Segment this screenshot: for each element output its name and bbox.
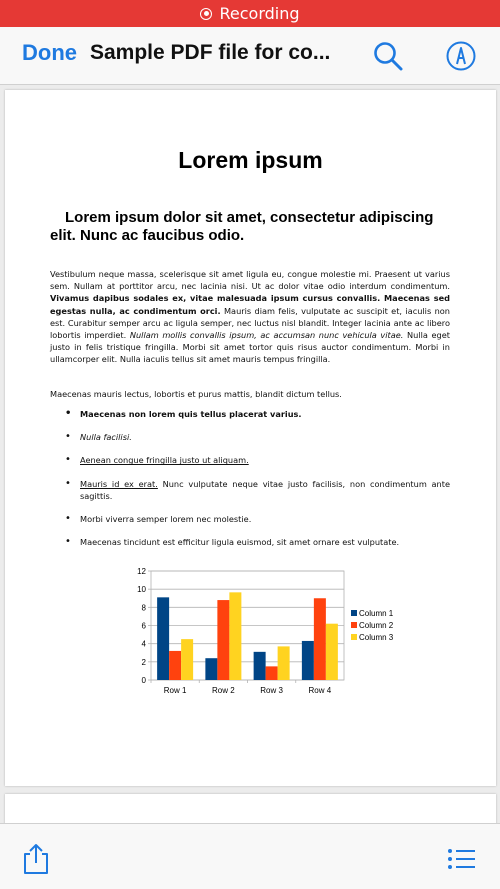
bar <box>157 597 169 680</box>
x-tick-label: Row 2 <box>212 686 235 695</box>
y-tick-label: 4 <box>141 639 146 649</box>
list-icon[interactable] <box>445 842 477 876</box>
list-item <box>50 478 450 502</box>
legend-entry: Column 1 <box>359 609 394 618</box>
bar <box>314 598 326 680</box>
legend-swatch <box>351 634 357 640</box>
paragraph-1 <box>50 268 450 366</box>
navigation-bar <box>0 27 500 85</box>
y-tick-label: 0 <box>141 676 146 685</box>
document-heading: Lorem ipsum <box>178 147 323 173</box>
list-item: • Maecenas tincidunt est efficitur ligula euismod, sit amet ornare est vulputate. <box>50 536 450 548</box>
share-icon[interactable] <box>20 842 52 876</box>
pdf-page[interactable] <box>5 90 496 786</box>
y-tick-label: 6 <box>141 621 146 631</box>
link-text[interactable]: Mauris id ex erat. <box>80 478 158 489</box>
document-title: Sample PDF file for co... <box>90 41 331 64</box>
y-tick-label: 10 <box>137 585 146 595</box>
paragraph-2: Maecenas mauris lectus, lobortis et purus mattis, blandit dictum tellus. <box>50 389 342 399</box>
search-icon[interactable] <box>372 40 404 72</box>
bar <box>229 592 241 680</box>
legend-entry: Column 3 <box>359 633 394 642</box>
legend-swatch <box>351 622 357 628</box>
bar <box>302 641 314 680</box>
bullet-list <box>50 408 450 559</box>
y-tick-label: 8 <box>141 603 146 613</box>
bar-chart <box>125 565 415 705</box>
done-button[interactable]: Done <box>22 40 77 65</box>
paragraph-bold-text: Vivamus dapibus sodales ex, vitae malesuada ipsum cursus convallis. Maecenas sed egestas nulla, ac condimentum orci. <box>50 293 450 316</box>
list-item-text: Nunc vulputate neque vitae justo facilisis, non condimentum ante sagittis. <box>80 478 450 501</box>
bar <box>181 639 193 680</box>
link-text[interactable]: Aenean congue fringilla justo ut aliquam. <box>80 455 249 466</box>
bar <box>278 646 290 680</box>
document-subheading: Lorem ipsum dolor sit amet, consectetur adipiscing elit. Nunc ac faucibus odio. <box>50 209 434 244</box>
y-tick-label: 2 <box>141 657 146 667</box>
bar <box>205 658 217 680</box>
legend-entry: Column 2 <box>359 621 394 630</box>
list-item: • Maecenas non lorem quis tellus placerat varius. <box>50 408 450 420</box>
list-item <box>50 454 450 466</box>
x-tick-label: Row 3 <box>260 686 283 695</box>
recording-indicator[interactable] <box>0 0 500 27</box>
bar <box>326 624 338 680</box>
markup-icon[interactable] <box>445 40 477 72</box>
paragraph-text: Nulla eget justo in felis tristique fringilla. Morbi sit amet tortor quis risus auctor condimentum. Morbi in ullamcorper elit. Nulla iaculis tellus sit amet mauris tempus fringilla. <box>50 330 450 365</box>
bar <box>254 652 266 680</box>
paragraph-italic-text: Nullam mollis convallis ipsum, ac accumsan nunc vehicula vitae. <box>129 330 404 341</box>
legend-swatch <box>351 610 357 616</box>
paragraph-text: Mauris diam felis, vulputate ac suscipit et, iaculis non est. Curabitur semper arcu ac ligula semper, nec luctus nisl blandit. Integer lacinia ante ac libero lobortis imperdiet. <box>50 305 450 341</box>
bar <box>169 651 181 680</box>
y-tick-label: 12 <box>137 567 146 576</box>
bottom-toolbar <box>0 823 500 889</box>
bar <box>266 666 278 680</box>
list-item: • Morbi viverra semper lorem nec molestie. <box>50 513 450 525</box>
list-item: • Nulla facilisi. <box>50 431 450 443</box>
bar <box>217 600 229 680</box>
paragraph-text: Vestibulum neque massa, scelerisque sit amet ligula eu, congue molestie mi. Praesent ut varius sem. Nullam at porttitor arcu, nec lacinia nisi. Ut ac dolor vitae odio interdum condimentum. <box>50 269 450 292</box>
x-tick-label: Row 1 <box>163 686 187 695</box>
recording-label: Recording <box>219 4 300 23</box>
x-tick-label: Row 4 <box>308 686 332 695</box>
record-icon <box>200 8 212 20</box>
